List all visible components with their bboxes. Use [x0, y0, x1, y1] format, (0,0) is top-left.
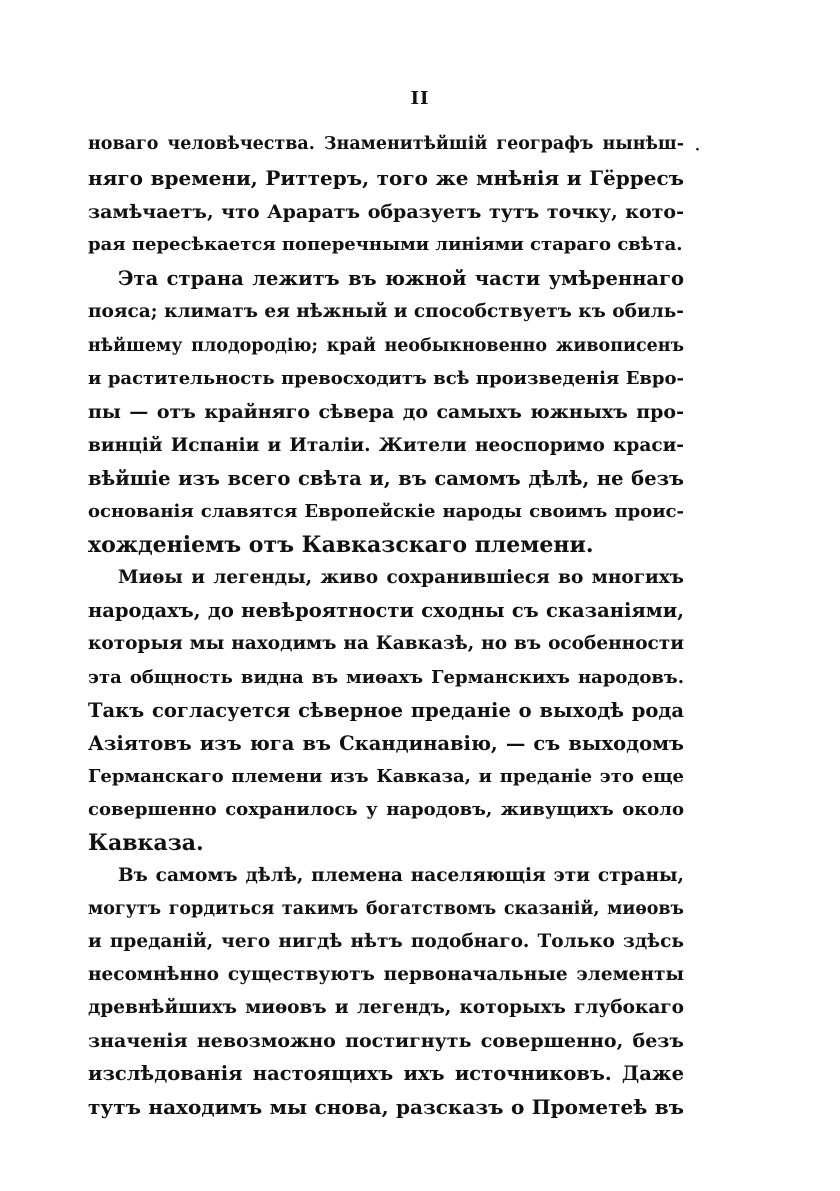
text-line: хожденіемъ отъ Кавказскаго племени. [88, 532, 594, 558]
text-line: Кавказа. [88, 830, 204, 856]
text-line: могутъ гордиться такимъ богатствомъ сказаній, миѳовъ [88, 899, 684, 919]
text-line: вѣйшіе изъ всего свѣта и, въ самомъ дѣлѣ, не безъ [88, 467, 684, 490]
text-line: основанія славятся Европейскіе народы своимъ проис- [88, 501, 684, 522]
text-line: Такъ согласуется сѣверное преданіе о выходѣ рода [88, 699, 684, 722]
text-line: совершенно сохранилось у народовъ, живущихъ около [88, 799, 684, 820]
text-line: тутъ находимъ мы снова, разсказъ о Прометеѣ въ [88, 1095, 684, 1119]
text-line: и растительность превосходитъ всѣ произведенія Евро- [88, 368, 684, 389]
text-line: древнѣйшихъ миѳовъ и легендъ, которыхъ глубокаго [88, 997, 684, 1018]
text-line: нѣйшему плодородію; край необыкновенно живописенъ [88, 336, 684, 356]
text-line: замѣчаетъ, что Араратъ образуетъ тутъ точку, кото- [88, 201, 684, 223]
text-line: которыя мы находимъ на Кавказѣ, но въ особенности [88, 633, 684, 654]
text-line: Эта страна лежитъ въ южной части умѣреннаго [118, 267, 684, 290]
text-line: рая пересѣкается поперечными линіями стараго свѣта. [88, 234, 683, 255]
text-line: Въ самомъ дѣлѣ, племена населяющія эти страны, [118, 865, 684, 886]
text-line: винцій Испаніи и Италіи. Жители неоспоримо краси- [88, 435, 684, 456]
text-line: няго времени, Риттеръ, того же мнѣнія и Гёрресъ [88, 166, 684, 190]
text-line: несомнѣнно существуютъ первоначальные элементы [88, 964, 684, 985]
text-line: значенія невозможно постигнуть совершенно, безъ [88, 1030, 684, 1052]
text-line: пы — отъ крайняго сѣвера до самыхъ южныхъ про- [88, 401, 684, 423]
text-line: Миѳы и легенды, живо сохранившіеся во многихъ [118, 567, 684, 588]
margin-mark: · [695, 142, 700, 158]
text-line: новаго человѣчества. Знаменитѣйшій географъ нынѣш- [88, 134, 684, 154]
text-line: Азіятовъ изъ юга въ Скандинавію, — съ выходомъ [88, 732, 684, 755]
text-line: эта общность видна въ миѳахъ Германскихъ народовъ. [88, 667, 684, 688]
text-line: изслѣдованія настоящихъ ихъ источниковъ. Даже [88, 1062, 684, 1085]
text-line: Германскаго племени изъ Кавказа, и преданіе это еще [88, 766, 684, 787]
text-line: народахъ, до невѣроятности сходны съ сказаніями, [88, 599, 684, 622]
text-line: и преданій, чего нигдѣ нѣтъ подобнаго. Только здѣсь [88, 931, 684, 952]
text-line: пояса; климатъ ея нѣжный и способствуетъ къ обиль- [88, 301, 684, 322]
page-number: II [410, 88, 430, 109]
